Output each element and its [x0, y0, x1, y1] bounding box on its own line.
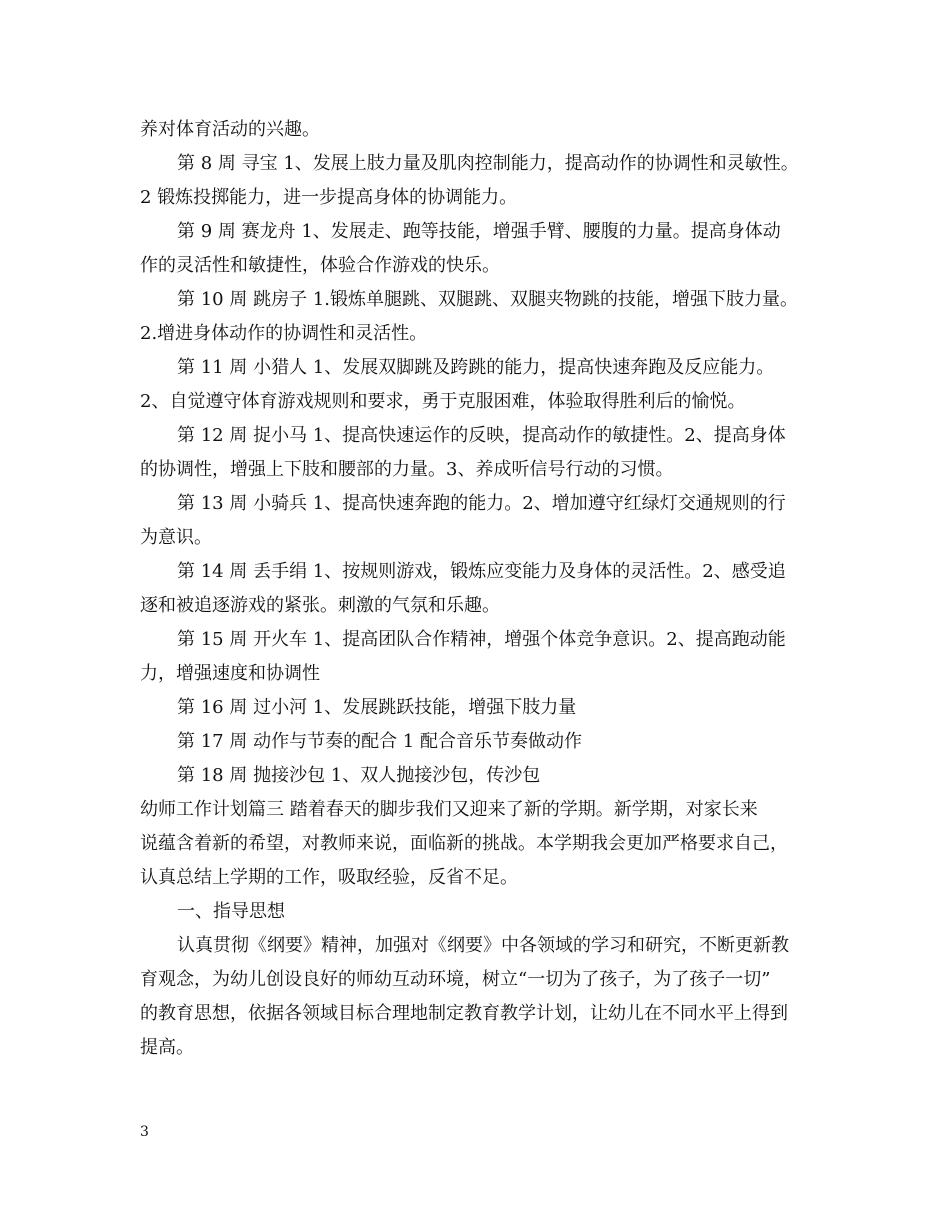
paragraph-line: 育观念，为幼儿创设良好的师幼互动环境，树立“一切为了孩子，为了孩子一切”: [140, 969, 771, 990]
paragraph-line: 说蕴含着新的希望，对教师来说，面临新的挑战。本学期我会更加严格要求自己，: [140, 833, 788, 854]
body-text: [140, 113, 830, 1065]
paragraph-line: 第 17 周 动作与节奏的配合 1 配合音乐节奏做动作: [177, 731, 582, 752]
paragraph-line: 2.增进身体动作的协调性和灵活性。: [140, 323, 428, 344]
paragraph-line: 提高。: [140, 1037, 194, 1058]
paragraph-line: 认真总结上学期的工作，吸取经验，反省不足。: [140, 867, 518, 888]
paragraph-line: 作的灵活性和敏捷性，体验合作游戏的快乐。: [140, 255, 500, 276]
paragraph-line: 为意识。: [140, 527, 212, 548]
paragraph-line: 逐和被追逐游戏的紧张。刺激的气氛和乐趣。: [140, 595, 500, 616]
paragraph-line: 幼师工作计划篇三 踏着春天的脚步我们又迎来了新的学期。新学期，对家长来: [140, 799, 758, 820]
paragraph-line: 养对体育活动的兴趣。: [140, 119, 320, 140]
paragraph-line: 力，增强速度和协调性: [140, 663, 320, 684]
paragraph-line: 第 14 周 丢手绢 1、按规则游戏，锻炼应变能力及身体的灵活性。2、感受追: [177, 561, 786, 582]
paragraph-line: 第 10 周 跳房子 1.锻炼单腿跳、双腿跳、双腿夹物跳的技能，增强下肢力量。: [177, 289, 798, 310]
paragraph-line: 的协调性，增强上下肢和腰部的力量。3、养成听信号行动的习惯。: [140, 459, 674, 480]
paragraph-line: 第 18 周 抛接沙包 1、双人抛接沙包，传沙包: [177, 765, 541, 786]
paragraph-line: 第 12 周 捉小马 1、提高快速运作的反映，提高动作的敏捷性。2、提高身体: [177, 425, 786, 446]
paragraph-line: 第 15 周 开火车 1、提高团队合作精神，增强个体竞争意识。2、提高跑动能: [177, 629, 786, 650]
paragraph-line: 第 13 周 小骑兵 1、提高快速奔跑的能力。2、增加遵守红绿灯交通规则的行: [177, 493, 786, 514]
paragraph-line: 第 11 周 小猎人 1、发展双脚跳及跨跳的能力，提高快速奔跑及反应能力。: [177, 357, 775, 378]
page-number: 3: [140, 1124, 149, 1140]
paragraph-line: 第 8 周 寻宝 1、发展上肢力量及肌肉控制能力，提高动作的协调性和灵敏性。: [177, 153, 799, 174]
paragraph-line: 2、自觉遵守体育游戏规则和要求，勇于克服困难，体验取得胜利后的愉悦。: [140, 391, 746, 412]
paragraph-line: 一、指导思想: [177, 901, 285, 922]
paragraph-line: 第 16 周 过小河 1、发展跳跃技能，增强下肢力量: [177, 697, 577, 718]
paragraph-line: 第 9 周 赛龙舟 1、发展走、跑等技能，增强手臂、腰腹的力量。提高身体动: [177, 221, 781, 242]
paragraph-line: 2 锻炼投掷能力，进一步提高身体的协调能力。: [140, 187, 518, 208]
paragraph-line: 认真贯彻《纲要》精神，加强对《纲要》中各领域的学习和研究，不断更新教: [177, 935, 789, 956]
paragraph-line: 的教育思想，依据各领域目标合理地制定教育教学计划，让幼儿在不同水平上得到: [140, 1003, 788, 1024]
